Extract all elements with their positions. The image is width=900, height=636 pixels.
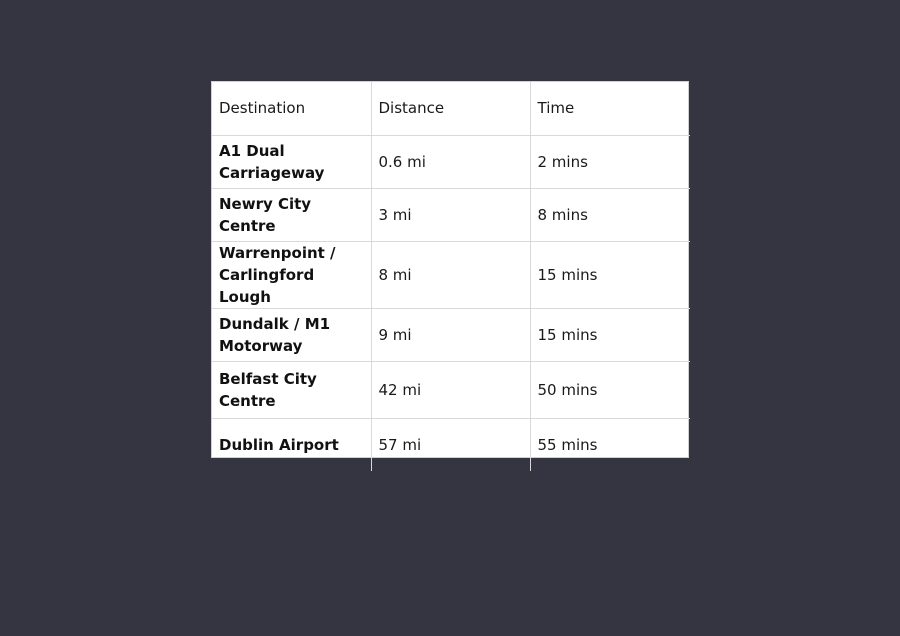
- distance-cell: 42 mi: [371, 361, 530, 418]
- table-row: [212, 418, 690, 471]
- distance-cell: 9 mi: [371, 308, 530, 361]
- header-time: Time: [530, 82, 690, 135]
- time-cell: 55 mins: [530, 418, 690, 471]
- destination-cell: Dundalk / M1 Motorway: [212, 308, 371, 361]
- table-row: [212, 241, 690, 308]
- distance-cell: 0.6 mi: [371, 135, 530, 188]
- table-row: [212, 188, 690, 241]
- time-cell: 50 mins: [530, 361, 690, 418]
- destination-cell: Newry City Centre: [212, 188, 371, 241]
- destination-cell: Dublin Airport: [212, 418, 371, 471]
- distance-cell: 3 mi: [371, 188, 530, 241]
- destination-cell: Belfast City Centre: [212, 361, 371, 418]
- table-row: [212, 135, 690, 188]
- header-distance: Distance: [371, 82, 530, 135]
- destination-cell: Warrenpoint / Carlingford Lough: [212, 241, 371, 308]
- time-cell: 15 mins: [530, 308, 690, 361]
- table-header-row: [212, 82, 690, 135]
- time-cell: 2 mins: [530, 135, 690, 188]
- time-cell: 15 mins: [530, 241, 690, 308]
- distance-table-card: [211, 81, 689, 458]
- distance-table: [212, 82, 690, 471]
- header-destination: Destination: [212, 82, 371, 135]
- distance-cell: 8 mi: [371, 241, 530, 308]
- table-row: [212, 308, 690, 361]
- destination-cell: A1 Dual Carriageway: [212, 135, 371, 188]
- time-cell: 8 mins: [530, 188, 690, 241]
- table-row: [212, 361, 690, 418]
- distance-cell: 57 mi: [371, 418, 530, 471]
